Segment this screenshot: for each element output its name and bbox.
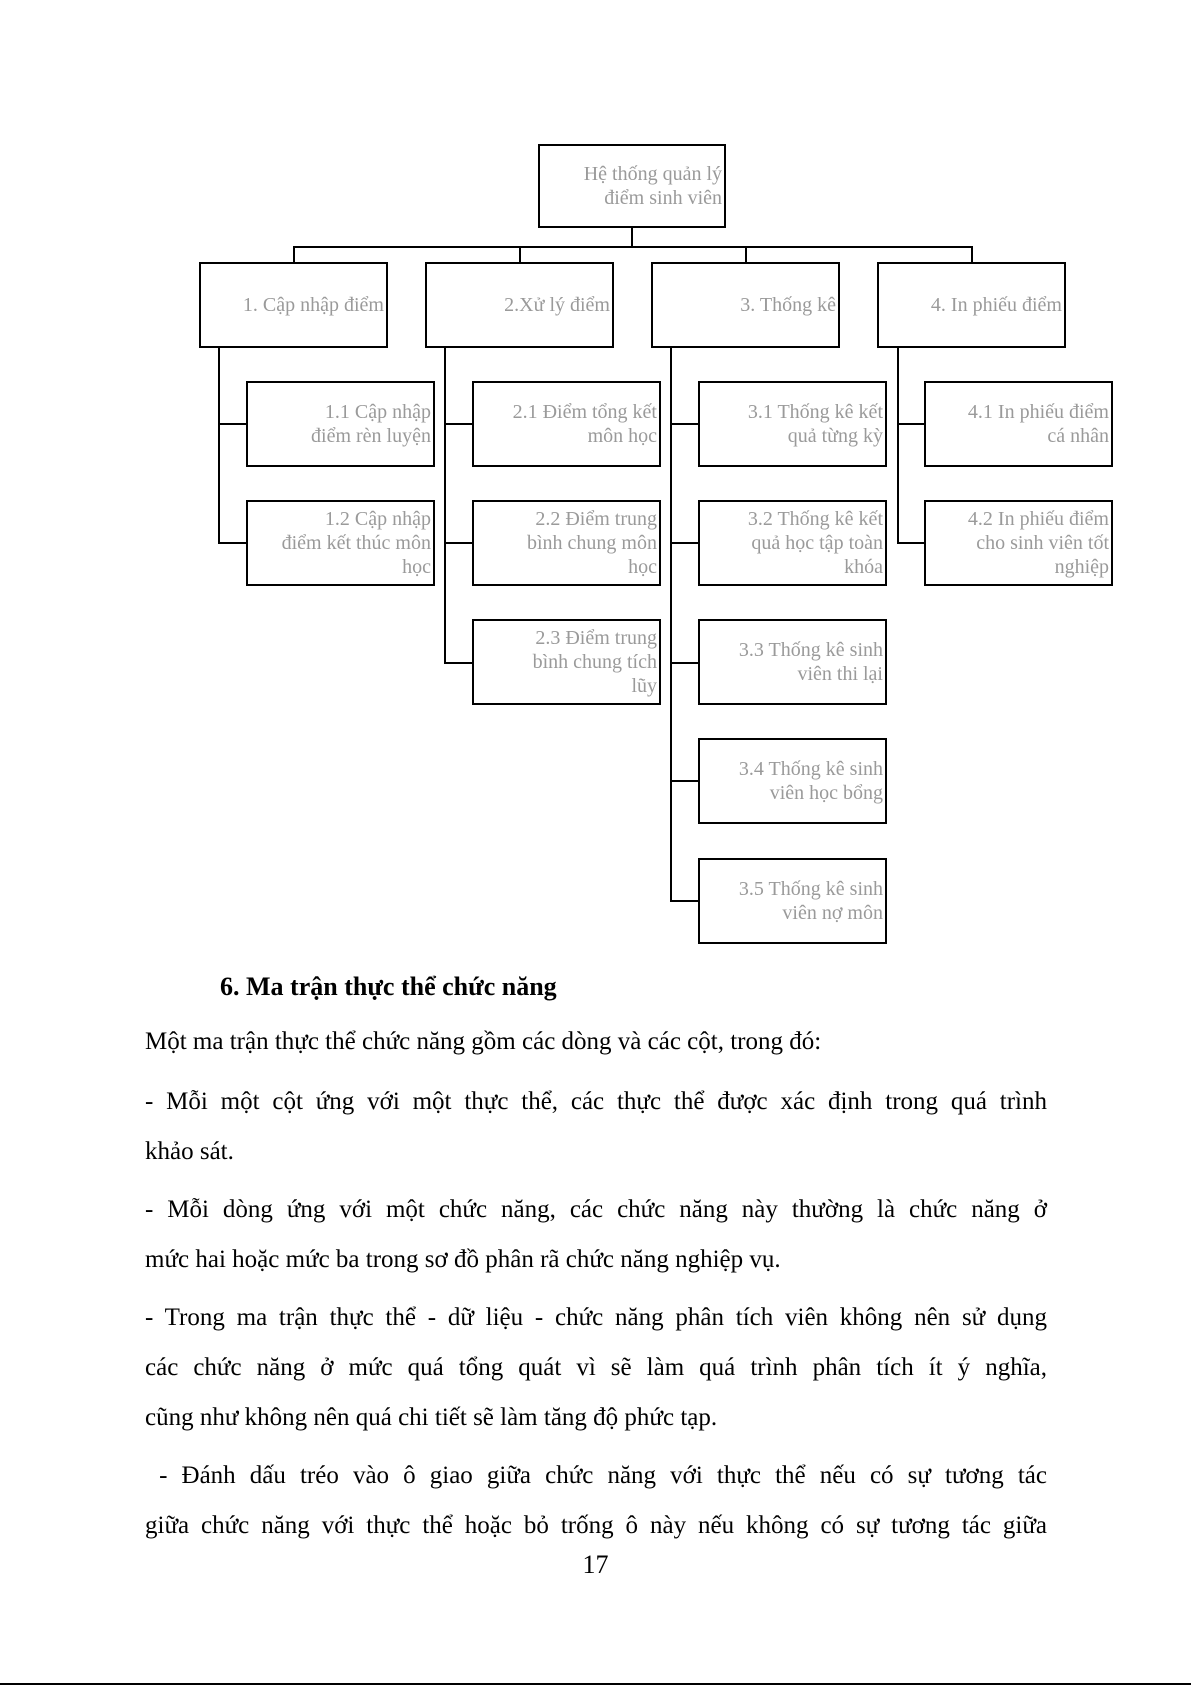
leaf-node-1-2-label: 1.2 Cập nhập điểm kết thúc môn học bbox=[281, 508, 431, 578]
root-node-label: Hệ thống quản lý điểm sinh viên bbox=[583, 163, 722, 209]
leaf-node-3-1 bbox=[698, 381, 887, 467]
leaf-node-2-1-label: 2.1 Điểm tổng kết môn học bbox=[512, 401, 657, 447]
section-heading: 6. Ma trận thực thể chức năng bbox=[220, 972, 557, 1001]
connector-branch-4-spine bbox=[897, 346, 899, 544]
leaf-node-2-2-label: 2.2 Điểm trung bình chung môn học bbox=[527, 508, 657, 578]
bullet-4 bbox=[145, 1451, 1047, 1551]
bullet-2 bbox=[145, 1185, 1047, 1285]
connector-3-4 bbox=[670, 780, 700, 782]
leaf-node-3-2-label: 3.2 Thống kê kết quả học tập toàn khóa bbox=[747, 508, 883, 578]
leaf-node-2-1 bbox=[472, 381, 661, 467]
leaf-node-3-1-label: 3.1 Thống kê kết quả từng kỳ bbox=[747, 401, 883, 447]
leaf-node-4-1 bbox=[924, 381, 1113, 467]
leaf-node-4-2-label: 4.2 In phiếu điểm cho sinh viên tốt nghiệp bbox=[967, 508, 1109, 578]
page-number: 17 bbox=[582, 1550, 609, 1579]
branch-node-1-label: 1. Cập nhập điểm bbox=[242, 294, 384, 316]
connector-3-3 bbox=[670, 662, 700, 664]
bullet-4-line-2: giữa chức năng với thực thể hoặc bỏ trống ô này nếu không có sự tương tác giữa bbox=[145, 1512, 1047, 1539]
connector-2-1 bbox=[444, 423, 474, 425]
connector-2-3 bbox=[444, 662, 474, 664]
leaf-node-4-1-label: 4.1 In phiếu điểm cá nhân bbox=[967, 401, 1109, 447]
bullet-1-line-1: - Mỗi một cột ứng với một thực thể, các thực thể được xác định trong quá trình bbox=[145, 1088, 1047, 1115]
connector-top-bus bbox=[293, 246, 973, 248]
bullet-3 bbox=[145, 1293, 1047, 1443]
leaf-node-2-3 bbox=[472, 619, 661, 705]
bullet-3-line-3: cũng như không nên quá chi tiết sẽ làm tăng độ phức tạp. bbox=[145, 1404, 718, 1431]
leaf-node-3-4 bbox=[698, 738, 887, 824]
connector-branch-2-spine bbox=[444, 346, 446, 664]
leaf-node-3-2 bbox=[698, 500, 887, 586]
connector-3-2 bbox=[670, 542, 700, 544]
connector-1-2 bbox=[218, 542, 248, 544]
branch-node-3-label: 3. Thống kê bbox=[740, 294, 836, 316]
bullet-2-line-1: - Mỗi dòng ứng với một chức năng, các chức năng này thường là chức năng ở bbox=[145, 1196, 1047, 1223]
connector-3-1 bbox=[670, 423, 700, 425]
intro-paragraph bbox=[145, 1017, 1047, 1067]
branch-node-3 bbox=[651, 262, 840, 348]
leaf-node-3-5-label: 3.5 Thống kê sinh viên nợ môn bbox=[738, 878, 883, 924]
leaf-node-3-5 bbox=[698, 858, 887, 944]
connector-branch-3-spine bbox=[670, 346, 672, 902]
bullet-3-line-2: các chức năng ở mức quá tổng quát vì sẽ làm quá trình phân tích ít ý nghĩa, bbox=[145, 1354, 1047, 1381]
leaf-node-3-4-label: 3.4 Thống kê sinh viên học bổng bbox=[738, 758, 883, 804]
bullet-4-line-1: - Đánh dấu tréo vào ô giao giữa chức năng với thực thể nếu có sự tương tác bbox=[145, 1462, 1047, 1489]
bullet-2-line-2: mức hai hoặc mức ba trong sơ đồ phân rã chức năng nghiệp vụ. bbox=[145, 1246, 781, 1273]
leaf-node-1-1-label: 1.1 Cập nhập điểm rèn luyện bbox=[311, 401, 431, 447]
leaf-node-3-3-label: 3.3 Thống kê sinh viên thi lại bbox=[738, 639, 883, 685]
intro-line: Một ma trận thực thể chức năng gồm các dòng và các cột, trong đó: bbox=[145, 1028, 822, 1055]
connector-4-2 bbox=[897, 542, 927, 544]
connector-branch-1-spine bbox=[218, 346, 220, 544]
branch-node-4 bbox=[877, 262, 1066, 348]
leaf-node-3-3 bbox=[698, 619, 887, 705]
branch-node-4-label: 4. In phiếu điểm bbox=[930, 294, 1062, 316]
bullet-3-line-1: - Trong ma trận thực thể - dữ liệu - chức năng phân tích viên không nên sử dụng bbox=[145, 1304, 1047, 1331]
leaf-node-4-2 bbox=[924, 500, 1113, 586]
connector-3-5 bbox=[670, 900, 700, 902]
connector-root-down bbox=[631, 228, 633, 248]
leaf-node-2-2 bbox=[472, 500, 661, 586]
branch-node-2-label: 2.Xử lý điểm bbox=[504, 294, 610, 316]
leaf-node-2-3-label: 2.3 Điểm trung bình chung tích lũy bbox=[532, 627, 657, 697]
bullet-1-line-2: khảo sát. bbox=[145, 1138, 234, 1165]
connector-1-1 bbox=[218, 423, 248, 425]
root-node bbox=[538, 144, 726, 228]
leaf-node-1-2 bbox=[246, 500, 435, 586]
connector-2-2 bbox=[444, 542, 474, 544]
leaf-node-1-1 bbox=[246, 381, 435, 467]
connector-4-1 bbox=[897, 423, 927, 425]
branch-node-1 bbox=[199, 262, 388, 348]
branch-node-2 bbox=[425, 262, 614, 348]
bullet-1 bbox=[145, 1077, 1047, 1177]
